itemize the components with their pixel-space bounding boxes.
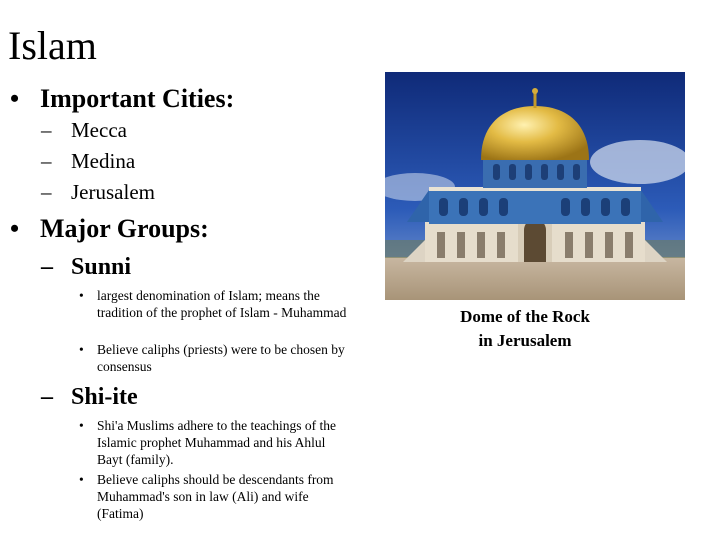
slide-title: Islam bbox=[8, 23, 97, 68]
dash-marker: – bbox=[41, 149, 52, 173]
city-item-medina bbox=[41, 146, 135, 177]
city-label: Jerusalem bbox=[71, 180, 155, 204]
group-shiite bbox=[41, 382, 138, 412]
bullet-marker: • bbox=[79, 418, 84, 433]
dash-marker: – bbox=[41, 180, 52, 204]
point-text: Believe caliphs should be descendants from Muhammad's son in law (Ali) and wife (Fatima) bbox=[97, 472, 334, 521]
dome-of-the-rock-photo bbox=[385, 72, 685, 300]
heading-important-cities bbox=[10, 84, 234, 114]
city-item-mecca bbox=[41, 115, 127, 146]
dash-marker: – bbox=[41, 118, 52, 142]
bullet-marker: • bbox=[10, 84, 20, 113]
heading-label: Important Cities: bbox=[40, 84, 235, 113]
sunni-point-2 bbox=[79, 341, 347, 375]
heading-label: Major Groups: bbox=[40, 214, 209, 243]
caption-line-1: Dome of the Rock bbox=[460, 307, 590, 326]
dash-marker: – bbox=[41, 254, 53, 280]
point-text: largest denomination of Islam; means the tradition of the prophet of Islam - Muhammad bbox=[97, 288, 347, 320]
dash-marker: – bbox=[41, 384, 53, 410]
group-label: Shi-ite bbox=[71, 384, 138, 410]
city-label: Mecca bbox=[71, 118, 127, 142]
group-sunni bbox=[41, 252, 131, 282]
city-item-jerusalem bbox=[41, 177, 155, 208]
bullet-marker: • bbox=[79, 288, 84, 303]
group-label: Sunni bbox=[71, 254, 132, 280]
sunni-point-1 bbox=[79, 287, 347, 321]
caption-line-2: in Jerusalem bbox=[478, 331, 572, 350]
city-label: Medina bbox=[71, 149, 136, 173]
photo-caption bbox=[430, 305, 620, 353]
bullet-marker: • bbox=[79, 342, 84, 357]
heading-major-groups bbox=[10, 214, 209, 244]
point-text: Shi'a Muslims adhere to the teachings of the Islamic prophet Muhammad and his Ahlul Bayt (family). bbox=[97, 418, 337, 467]
dome-of-the-rock-illustration bbox=[385, 72, 685, 300]
bullet-marker: • bbox=[79, 472, 84, 487]
shiite-point-2 bbox=[79, 471, 353, 522]
shiite-point-1 bbox=[79, 417, 353, 468]
bullet-marker: • bbox=[10, 214, 20, 243]
point-text: Believe caliphs (priests) were to be chosen by consensus bbox=[97, 342, 345, 374]
